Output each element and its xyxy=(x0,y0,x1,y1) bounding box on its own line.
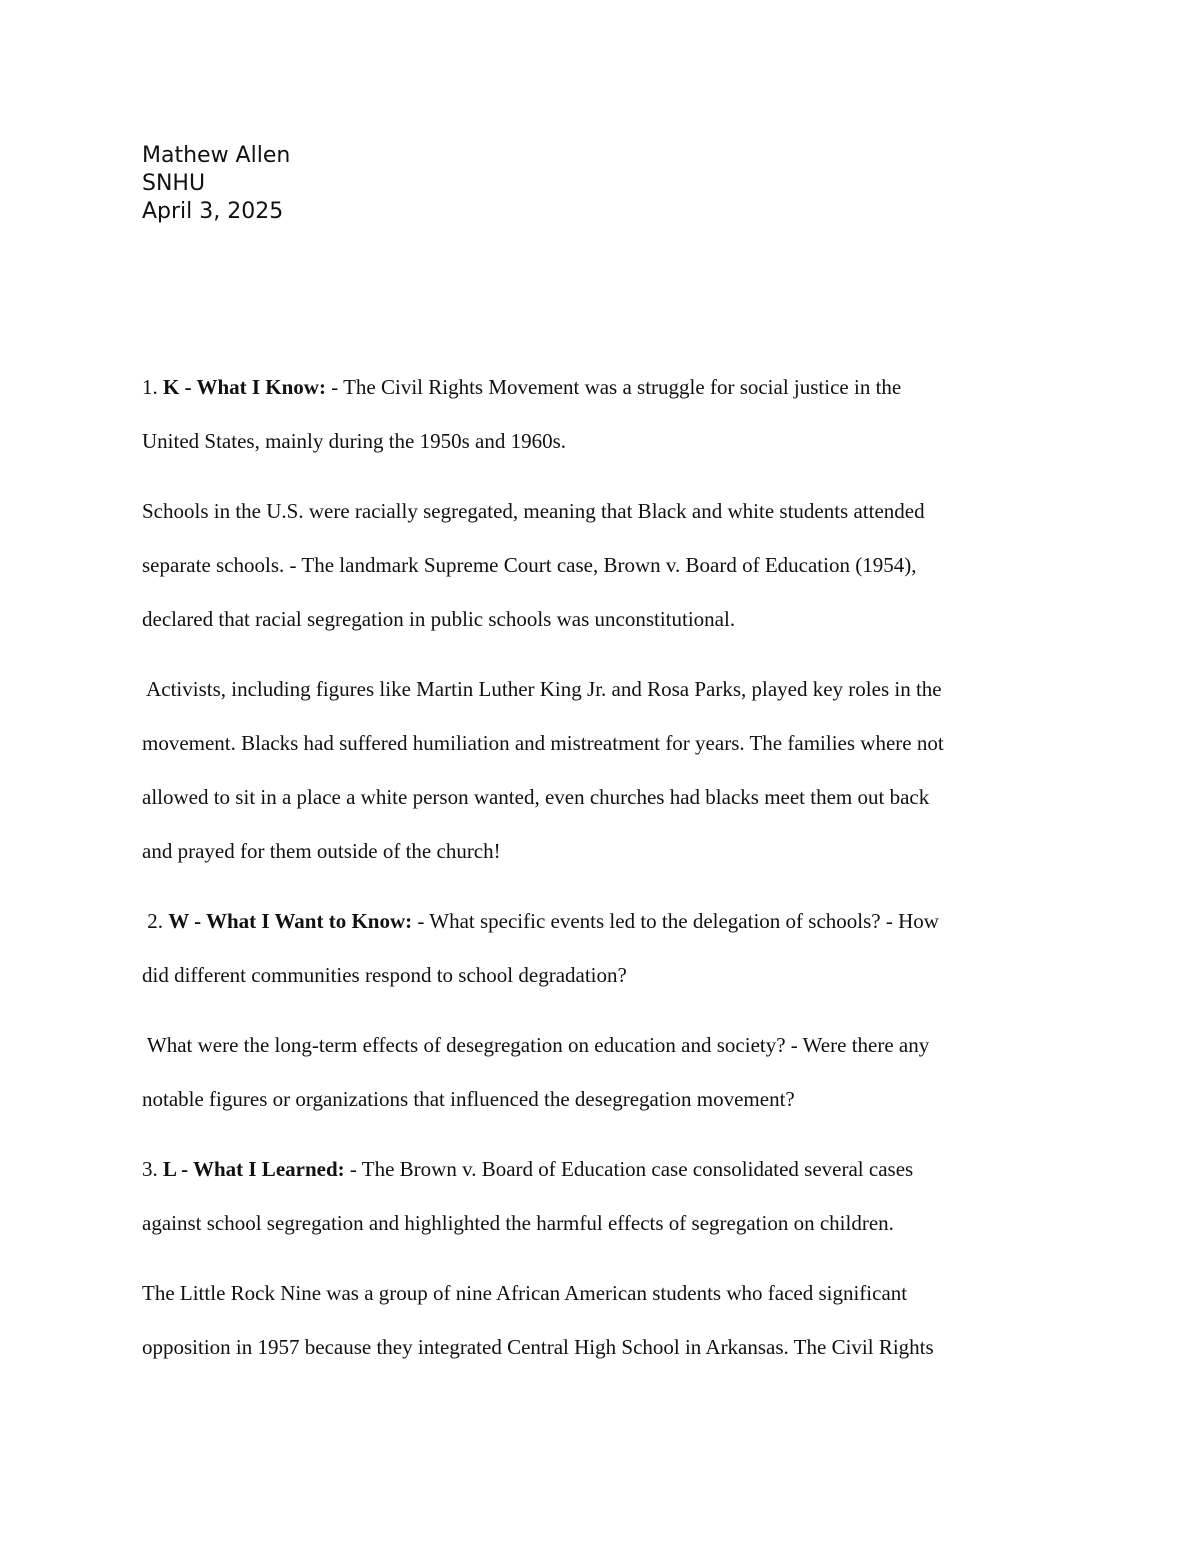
want-p2-line-2: notable figures or organizations that influenced the desegregation movement? xyxy=(142,1087,795,1111)
know-p3-line-3: allowed to sit in a place a white person wanted, even churches had blacks meet them out back xyxy=(142,785,930,809)
know-label: K - What I Know: xyxy=(163,375,326,399)
institution-name: SNHU xyxy=(142,171,206,196)
learned-label: L - What I Learned: xyxy=(163,1157,345,1181)
know-number: 1. xyxy=(142,375,163,399)
want-p2-line-1: What were the long-term effects of desegregation on education and society? - Were there any xyxy=(142,1033,930,1057)
know-p3-line-2: movement. Blacks had suffered humiliation and mistreatment for years. The families where not xyxy=(142,731,944,755)
author-header xyxy=(142,142,290,226)
know-paragraph-1 xyxy=(142,360,1062,468)
document-body xyxy=(142,360,1062,1390)
know-line-1-text: - The Civil Rights Movement was a struggle for social justice in the xyxy=(325,375,902,399)
learned-p2-line-1: The Little Rock Nine was a group of nine African American students who faced significant xyxy=(142,1281,908,1305)
know-p2-line-3: declared that racial segregation in public schools was unconstitutional. xyxy=(142,607,736,631)
learned-number: 3. xyxy=(142,1157,163,1181)
want-line-1-text: - What specific events led to the delegation of schools? - How xyxy=(412,909,939,933)
learned-paragraph-1 xyxy=(142,1142,1062,1250)
want-line-2: did different communities respond to school degradation? xyxy=(142,963,627,987)
want-line-1 xyxy=(142,894,1062,948)
want-label: W - What I Want to Know: xyxy=(168,909,413,933)
know-p2-line-1: Schools in the U.S. were racially segregated, meaning that Black and white students attended xyxy=(142,499,925,523)
want-number: 2. xyxy=(142,909,169,933)
want-paragraph-1 xyxy=(142,894,1062,1002)
learned-paragraph-2 xyxy=(142,1266,1062,1374)
document-date: April 3, 2025 xyxy=(142,199,284,224)
know-paragraph-3 xyxy=(142,662,1062,878)
know-p3-line-1: Activists, including figures like Martin Luther King Jr. and Rosa Parks, played key roles in the xyxy=(142,677,942,701)
author-name: Mathew Allen xyxy=(142,143,291,168)
learned-p2-line-2: opposition in 1957 because they integrated Central High School in Arkansas. The Civil Rights xyxy=(142,1335,934,1359)
know-line-1 xyxy=(142,360,1062,414)
want-paragraph-2 xyxy=(142,1018,1062,1126)
learned-line-2: against school segregation and highlighted the harmful effects of segregation on children. xyxy=(142,1211,894,1235)
learned-line-1-text: - The Brown v. Board of Education case consolidated several cases xyxy=(344,1157,914,1181)
know-p2-line-2: separate schools. - The landmark Supreme Court case, Brown v. Board of Education (1954), xyxy=(142,553,917,577)
learned-line-1 xyxy=(142,1142,1062,1196)
know-line-2: United States, mainly during the 1950s and 1960s. xyxy=(142,429,567,453)
know-paragraph-2 xyxy=(142,484,1062,646)
know-p3-line-4: and prayed for them outside of the church! xyxy=(142,839,501,863)
